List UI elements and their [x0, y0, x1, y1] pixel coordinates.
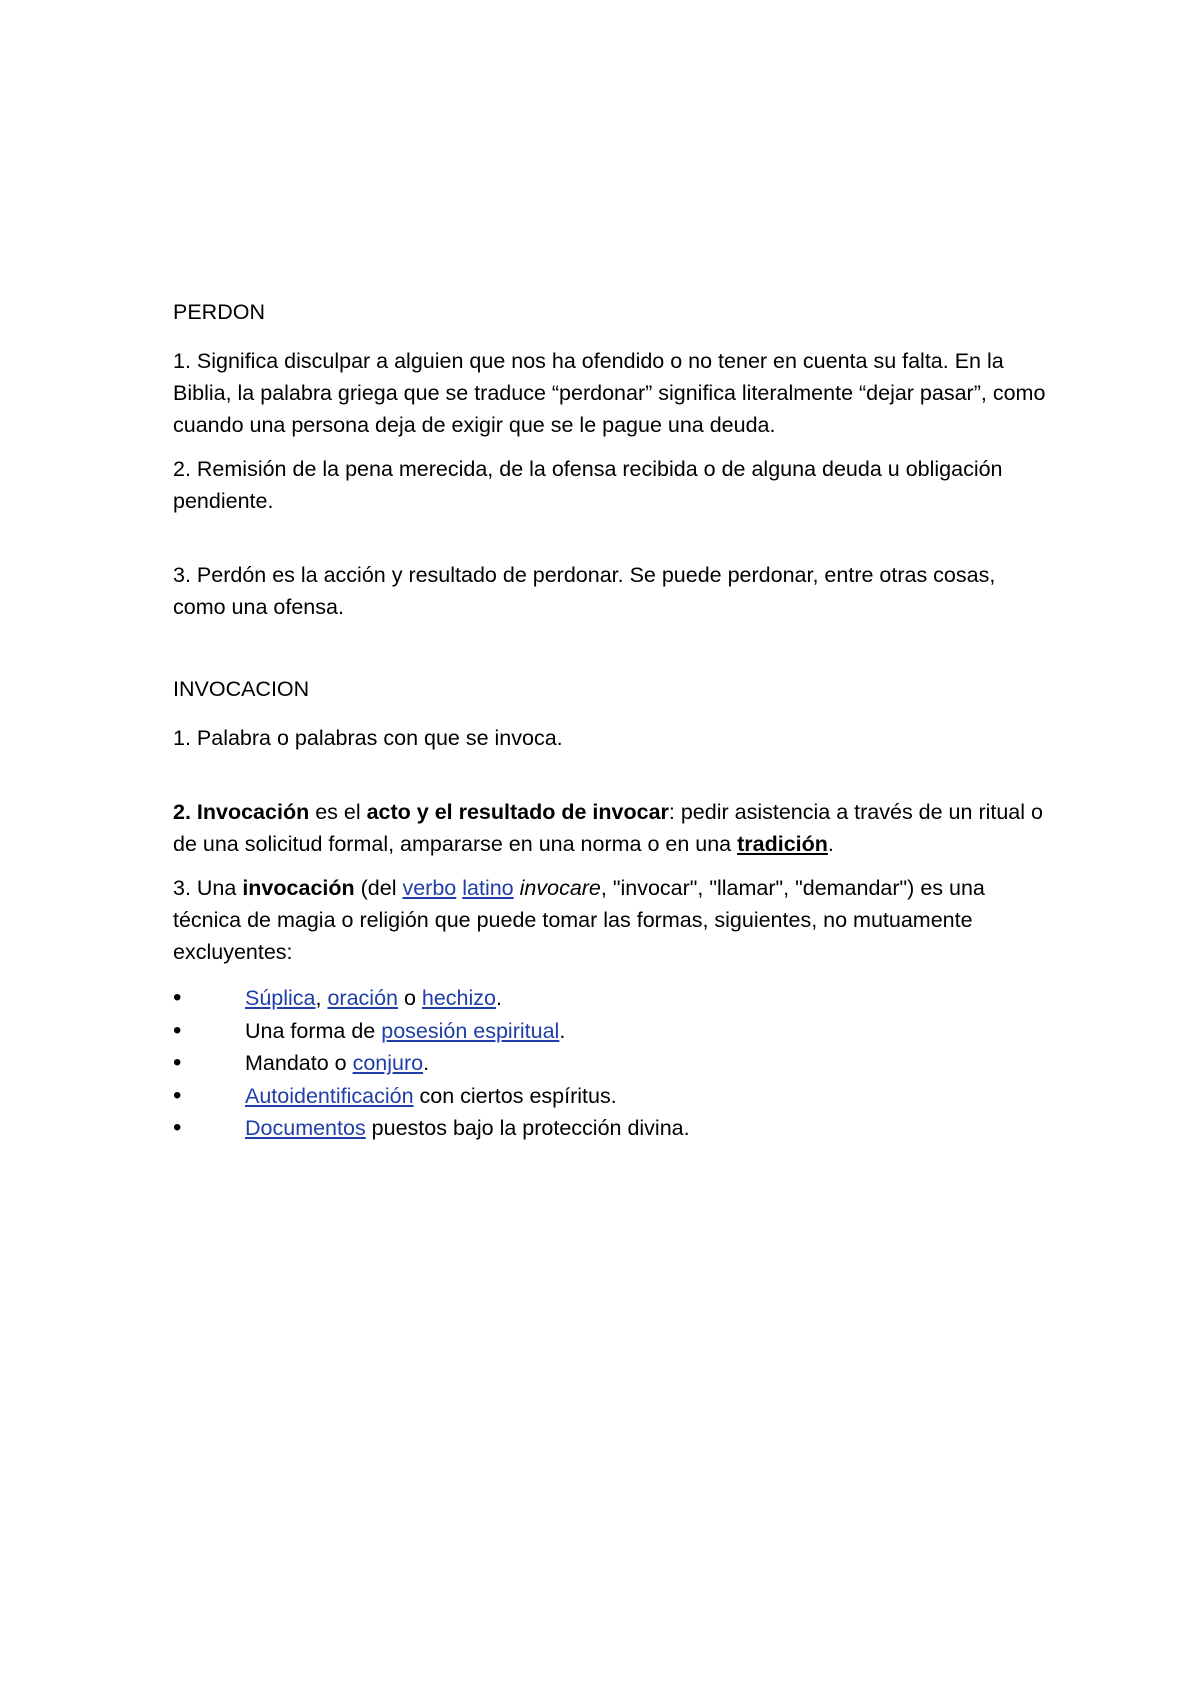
link-posesion-espiritual[interactable]: posesión espiritual: [381, 1018, 560, 1043]
perdon-definition-3: 3. Perdón es la acción y resultado de perdonar. Se puede perdonar, entre otras cosas, como una ofensa.: [173, 563, 996, 619]
invocacion-definition-2: [173, 796, 1053, 860]
perdon-definition-1: 1. Significa disculpar a alguien que nos ha ofendido o no tener en cuenta su falta. En la Biblia, la palabra griega que se traduce “perdonar” significa literalmente “dejar pasar”, como cuando una persona deja de exigir que se le pague una deuda.: [173, 349, 1046, 437]
bullet-icon: •: [173, 1049, 182, 1076]
link-autoidentificacion[interactable]: Autoidentificación: [245, 1083, 414, 1108]
text-segment: es el: [309, 800, 367, 824]
link-suplica[interactable]: Súplica: [245, 986, 316, 1010]
bullet-icon: •: [173, 1114, 182, 1141]
list-item: [173, 1015, 1053, 1048]
list-item: [173, 1047, 1053, 1080]
bullet-icon: •: [173, 984, 182, 1011]
invocacion-definition-1: 1. Palabra o palabras con que se invoca.: [173, 726, 563, 750]
link-verbo[interactable]: verbo: [402, 876, 457, 900]
link-latino[interactable]: latino: [462, 876, 514, 900]
text-segment: , "invocar", "llamar", "demandar") es una técnica de magia o religión que puede tomar las formas, siguientes, no mutuamente excluyentes:: [173, 876, 985, 964]
bullet-icon: •: [173, 1081, 182, 1109]
list-item: [173, 982, 1053, 1015]
section-title-perdon: PERDON: [173, 300, 265, 324]
text-segment: .: [423, 1051, 430, 1075]
perdon-definition-2: 2. Remisión de la pena merecida, de la ofensa recibida o de alguna deuda u obligación pendiente.: [173, 457, 1003, 513]
link-conjuro[interactable]: conjuro: [352, 1051, 424, 1075]
term-invocacion: invocación: [242, 876, 355, 900]
list-item: [173, 1112, 1053, 1145]
italic-latin-word: invocare: [519, 876, 601, 900]
invocacion-definition-3: [173, 872, 1053, 968]
text-segment: Una forma de: [245, 1018, 382, 1043]
text-segment: Mandato o: [245, 1051, 353, 1075]
text-segment: o: [397, 986, 422, 1010]
text-segment: (del: [354, 876, 403, 900]
text-segment: con ciertos espíritus.: [413, 1083, 617, 1108]
link-tradicion[interactable]: tradición: [737, 832, 828, 856]
section-title-invocacion: INVOCACION: [173, 677, 310, 701]
bullet-icon: •: [173, 1016, 182, 1044]
bold-phrase: acto y el resultado de invocar: [366, 800, 669, 824]
forms-list: [173, 982, 1053, 1145]
definition-number: 2.: [173, 800, 197, 824]
text-segment: .: [496, 986, 502, 1010]
list-item: [173, 1080, 1053, 1113]
document-page: [173, 296, 1053, 1145]
text-segment: : pedir asistencia a través de un ritual o de una solicitud formal, ampararse en una norma o en una: [173, 800, 1043, 856]
text-segment: 3. Una: [173, 876, 243, 900]
text-segment: puestos bajo la protección divina.: [365, 1116, 690, 1140]
link-oracion[interactable]: oración: [327, 986, 398, 1010]
term-invocacion: Invocación: [196, 800, 310, 824]
text-segment: .: [559, 1018, 566, 1043]
text-segment: .: [827, 832, 834, 856]
link-documentos[interactable]: Documentos: [245, 1116, 366, 1140]
link-hechizo[interactable]: hechizo: [421, 986, 496, 1010]
text-segment: ,: [315, 986, 328, 1010]
